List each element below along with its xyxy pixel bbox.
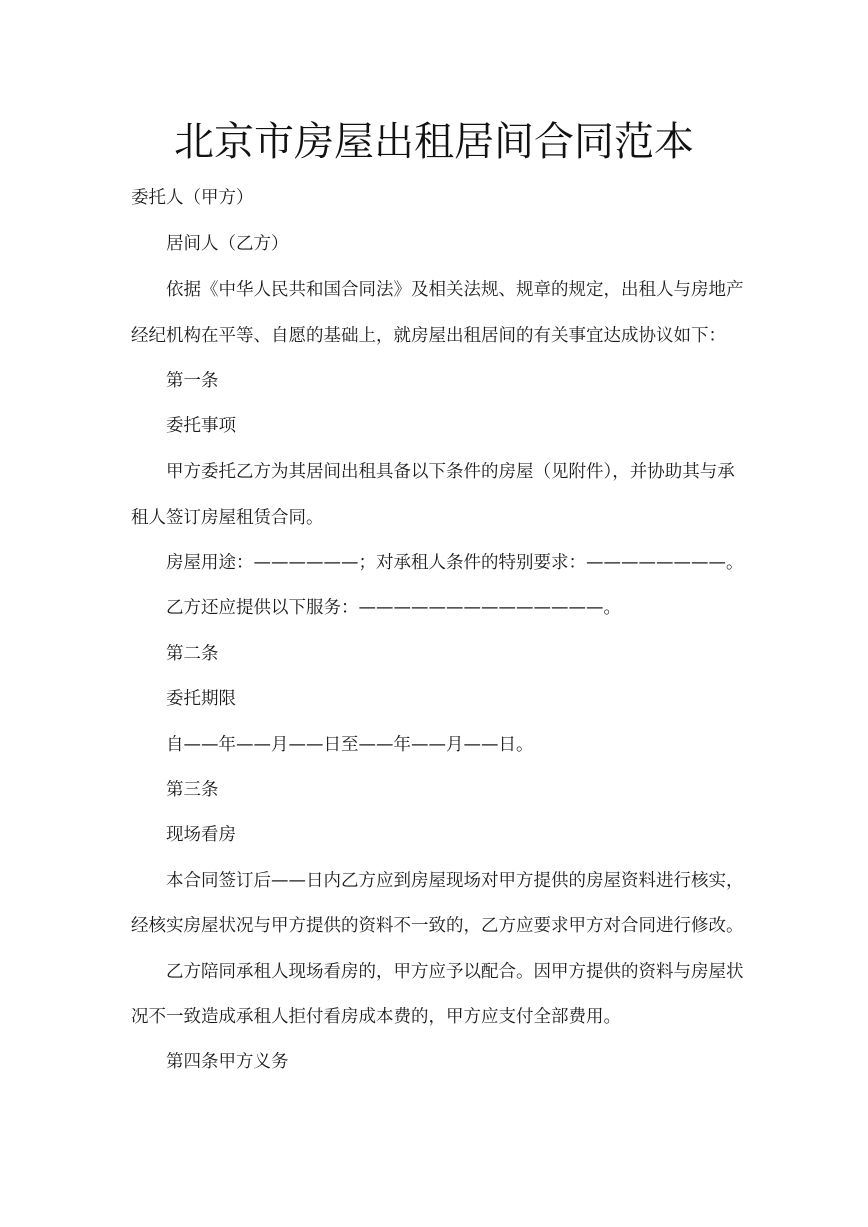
house-usage-line: 房屋用途：——————；对承租人条件的特别要求：————————。	[166, 553, 744, 573]
article-1-heading: 第一条	[166, 371, 219, 391]
article-1-text-line-1: 甲方委托乙方为其居间出租具备以下条件的房屋（见附件），并协助其与承	[166, 462, 735, 482]
preamble-line-1: 依据《中华人民共和国合同法》及相关法规、规章的规定，出租人与房地产	[166, 280, 744, 300]
article-3-text-line-3: 乙方陪同承租人现场看房的，甲方应予以配合。因甲方提供的资料与房屋状	[166, 962, 744, 982]
additional-services-line: 乙方还应提供以下服务：——————————————。	[166, 598, 621, 618]
article-3-text-line-2: 经核实房屋状况与甲方提供的资料不一致的，乙方应要求甲方对合同进行修改。	[131, 916, 744, 936]
article-2-heading: 第二条	[166, 644, 219, 664]
term-period-line: 自——年——月——日至——年——月——日。	[166, 735, 534, 755]
article-3-text-line-1: 本合同签订后——日内乙方应到房屋现场对甲方提供的房屋资料进行核实，	[166, 871, 744, 891]
party-b-line: 居间人（乙方）	[166, 234, 289, 254]
party-a-line: 委托人（甲方）	[131, 188, 254, 208]
article-1-text-line-2: 租人签订房屋租赁合同。	[131, 508, 324, 528]
document-title: 北京市房屋出租居间合同范本	[174, 119, 694, 165]
article-1-subject: 委托事项	[166, 416, 236, 436]
article-2-subject: 委托期限	[166, 689, 236, 709]
preamble-line-2: 经纪机构在平等、自愿的基础上，就房屋出租居间的有关事宜达成协议如下：	[131, 326, 726, 346]
article-3-heading: 第三条	[166, 780, 219, 800]
article-4-heading: 第四条甲方义务	[166, 1052, 289, 1072]
article-3-subject: 现场看房	[166, 825, 236, 845]
article-3-text-line-4: 况不一致造成承租人拒付看房成本费的，甲方应支付全部费用。	[131, 1007, 621, 1027]
